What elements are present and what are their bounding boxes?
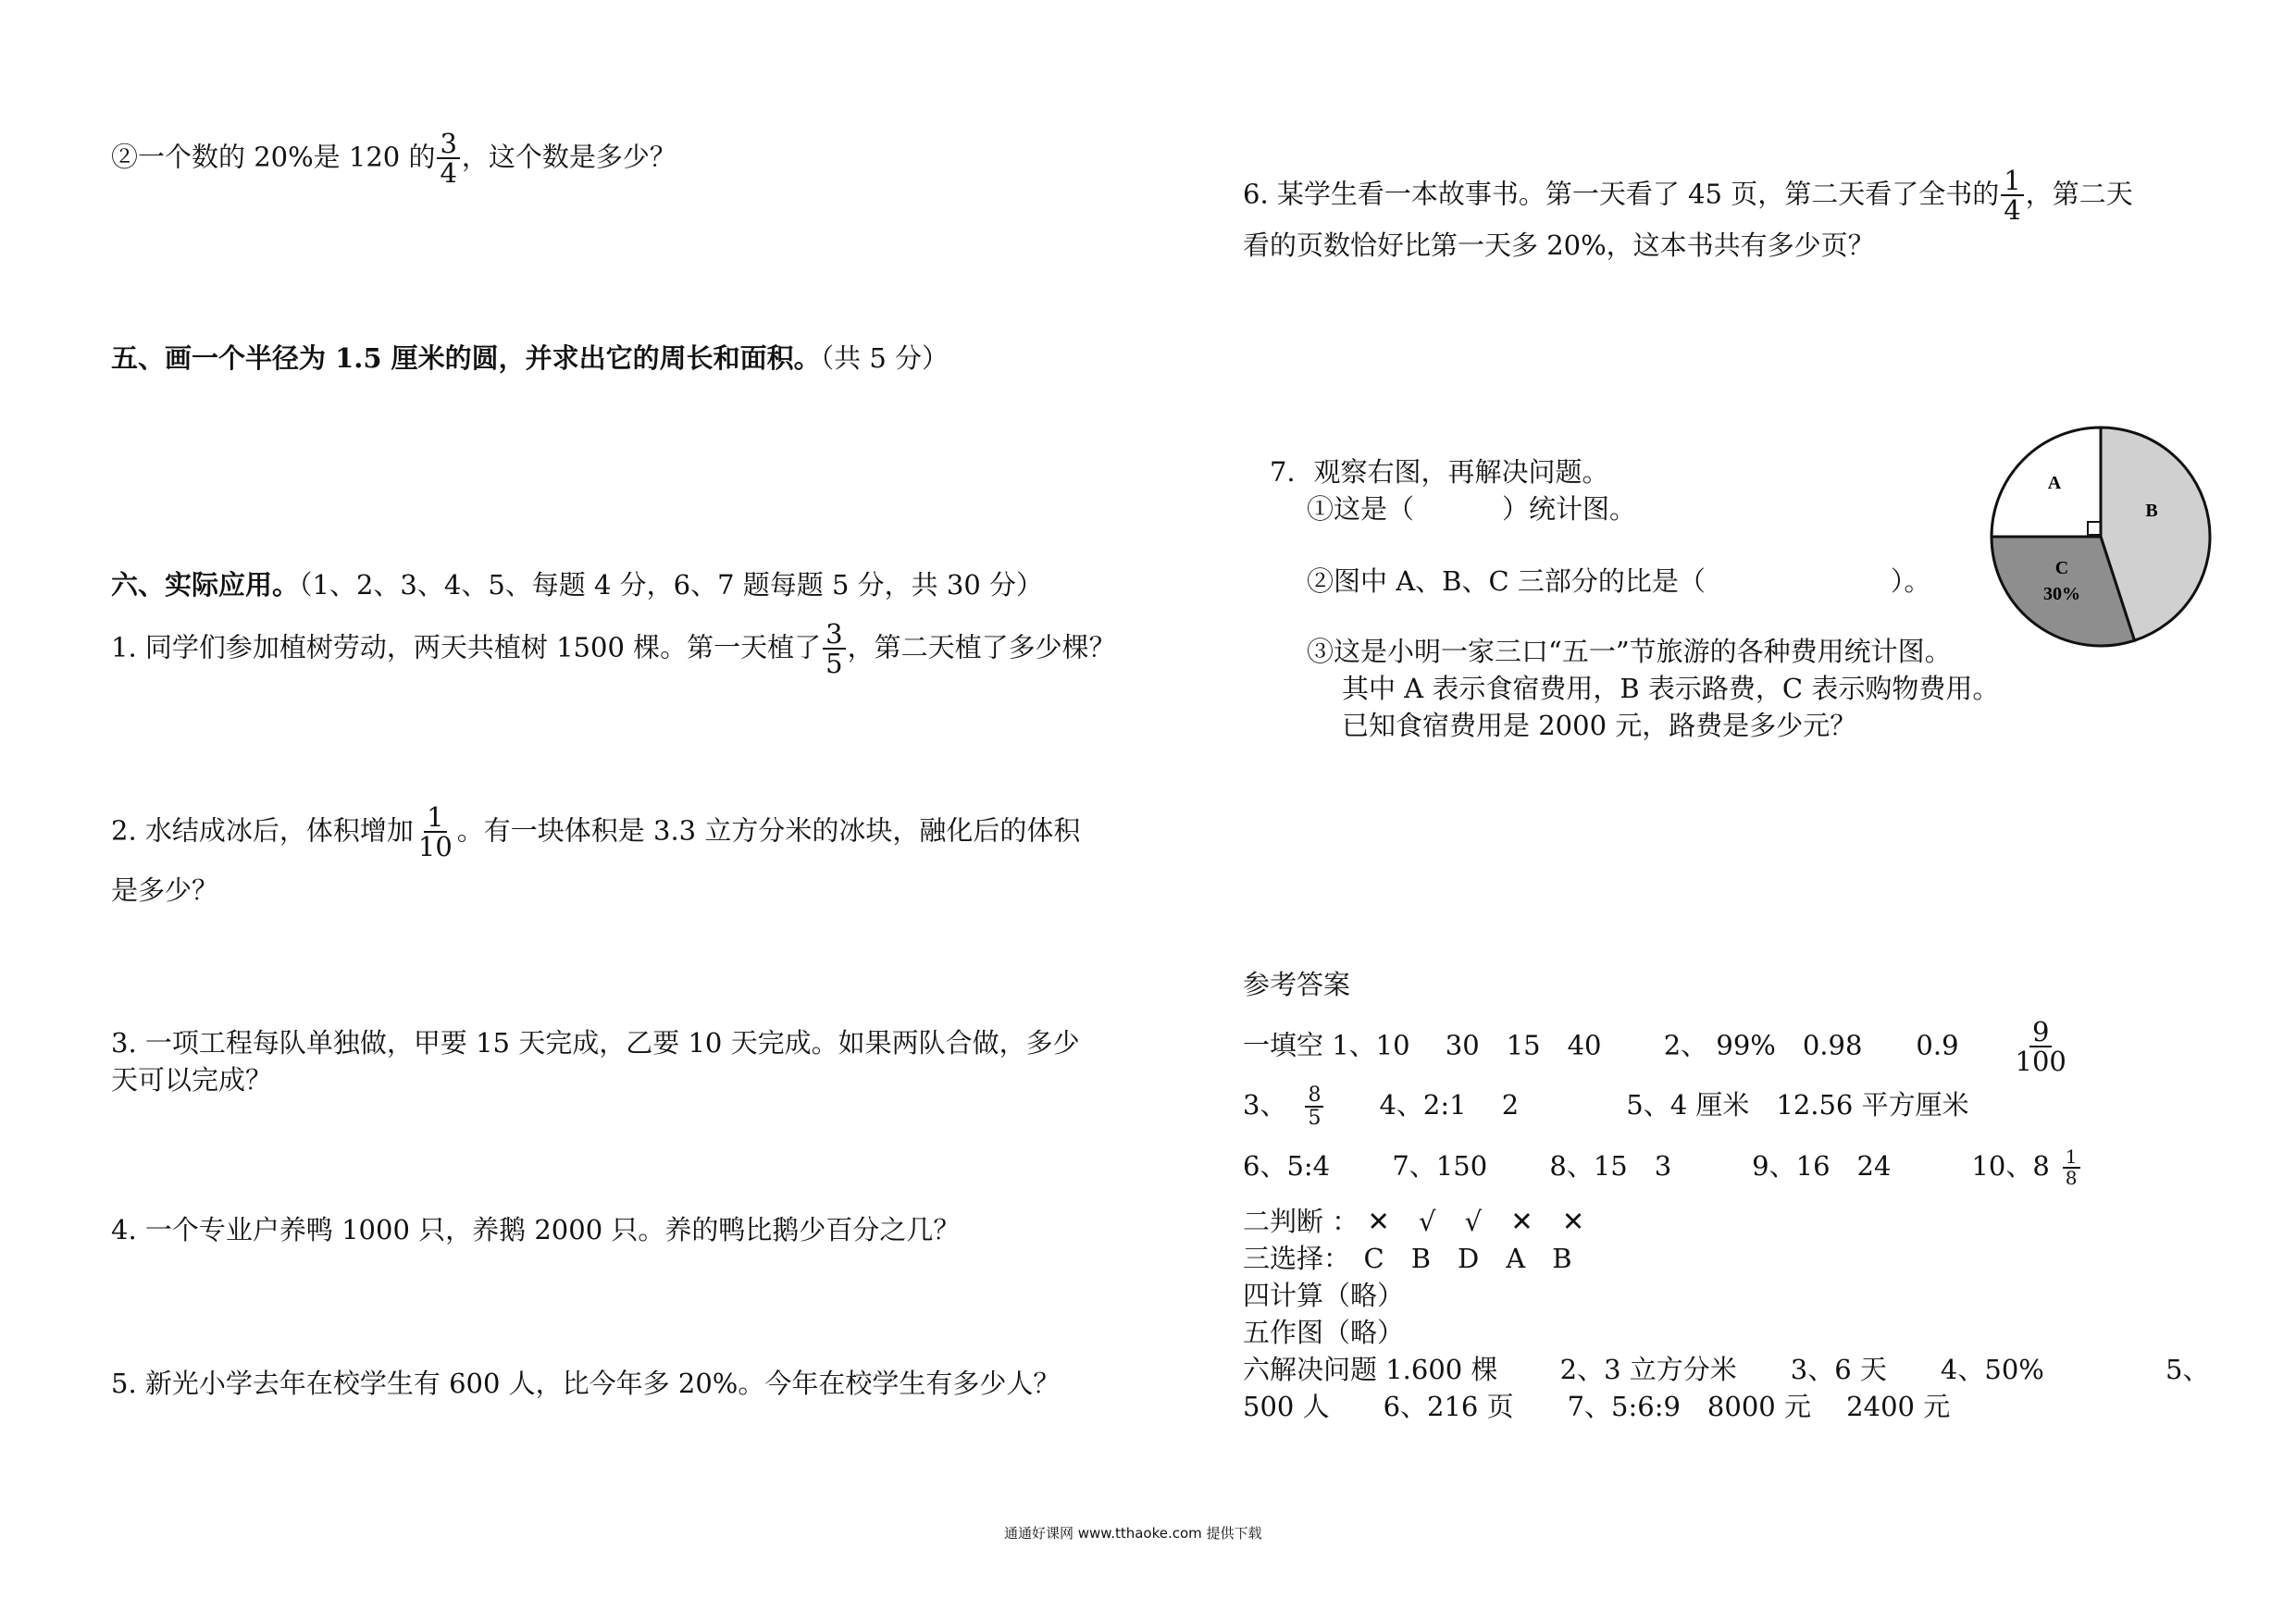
pie-label-b: B [2145, 501, 2158, 521]
pie-label-a: A [2047, 473, 2062, 493]
question-6-5: 5. 新光小学去年在校学生有 600 人，比今年多 20%。今年在校学生有多少人？ [111, 1368, 1061, 1399]
answers-line-2: 3、 $\frac{8}{5}$ 4、2:1 2 5、4 厘米 12.56 平方厘米 [1243, 1084, 1969, 1131]
question-6-2: 2. 水结成冰后，体积增加 $\frac{1}{10}$ 。有一块体积是 3.3 立方分米的冰块，融化后的体积 [111, 801, 1081, 863]
answers-apply-line1: 六解决问题 1.600 棵 2、3 立方分米 3、6 天 4、50% [1243, 1354, 2044, 1385]
answers-draw: 五作图（略） [1243, 1317, 1405, 1348]
answers-title: 参考答案 [1243, 969, 1351, 1000]
question-6-7-part2: ②图中 A、B、C 三部分的比是（ ）。 [1307, 565, 1931, 597]
question-6-6: 6. 某学生看一本故事书。第一天看了 45 页，第二天看了全书的 $\frac{1}{4}$ ，第二天 [1243, 165, 2133, 227]
question-6-4: 4. 一个专业户养鸭 1000 只，养鹅 2000 只。养的鸭比鹅少百分之几？ [111, 1214, 961, 1245]
fraction-one-quarter: $\frac{1}{4}$ [2001, 167, 2023, 225]
question-6-1: 1. 同学们参加植树劳动，两天共植树 1500 棵。第一天植了 $\frac{3}{5}$ ，第二天植了多少棵？ [111, 618, 1116, 680]
question-6-2-line2: 是多少？ [111, 874, 219, 906]
section-5-heading: 五、画一个半径为 1.5 厘米的圆，并求出它的周长和面积。（共 5 分） [111, 342, 949, 374]
question-6-7-part1: ①这是（ ）统计图。 [1307, 493, 1637, 525]
answers-calc: 四计算（略） [1243, 1280, 1405, 1311]
judge-mark-1: ✕ [1367, 1206, 1390, 1237]
answer-fraction-9-100: $\frac{9}{100}$ [2015, 1016, 2066, 1078]
judge-mark-2: √ [1418, 1206, 1436, 1237]
fraction-three-quarters: $\frac{3}{4}$ [437, 130, 459, 188]
question-6-3: 3. 一项工程每队单独做，甲要 15 天完成，乙要 10 天完成。如果两队合做，多少 [111, 1027, 1080, 1059]
judge-mark-3: √ [1464, 1206, 1483, 1237]
question-6-7-part3-line3: 已知食宿费用是 2000 元，路费是多少元？ [1342, 710, 1857, 741]
answers-judge: 二判断 ： ✕ √ √ ✕ ✕ [1243, 1206, 1585, 1237]
page-footer: 通通好课网 www.tthaoke.com 提供下载 [1004, 1525, 1262, 1542]
pie-slice-a [1992, 427, 2101, 537]
pie-chart [1980, 416, 2221, 657]
answers-line-1: 一填空 1、10 30 15 40 2、 99% 0.98 0.9 $\frac{9}{100}$ [1243, 1018, 2071, 1076]
fraction-one-tenth: $\frac{1}{10}$ [417, 801, 453, 863]
pie-label-c: C [2054, 558, 2069, 578]
question-6-7-title: 7．观察右图，再解决问题。 [1270, 456, 1609, 488]
answers-apply-line1-tail: 5、 [2166, 1354, 2210, 1385]
fraction-three-fifths: $\frac{3}{5}$ [823, 620, 845, 678]
question-6-6-line2: 看的页数恰好比第一天多 20%，这本书共有多少页？ [1243, 229, 1875, 261]
question-6-7-part3-line1: ③这是小明一家三口“五一”节旅游的各种费用统计图。 [1307, 636, 1952, 667]
answers-apply-line2: 500 人 6、216 页 7、5:6:9 8000 元 2400 元 [1243, 1391, 1951, 1422]
question-6-7-part3-line2: 其中 A 表示食宿费用，B 表示路费，C 表示购物费用。 [1342, 673, 2000, 704]
judge-mark-4: ✕ [1510, 1206, 1533, 1237]
answers-line-3: 6、5:4 7、150 8、15 3 9、16 24 10、8 $\frac{1}{8}$ [1243, 1147, 2082, 1188]
answers-choice: 三选择： C B D A B [1243, 1243, 1572, 1274]
section-6-heading: 六、实际应用。（1、2、3、4、5、每题 4 分，6、7 题每题 5 分，共 30 分） [111, 569, 1044, 601]
question-4-2: ②一个数的 20%是 120 的 $\frac{3}{4}$ ，这个数是多少？ [111, 128, 676, 190]
question-6-3-line2: 天可以完成？ [111, 1064, 273, 1096]
answer-fraction-8-5: $\frac{8}{5}$ [1305, 1084, 1323, 1129]
judge-mark-5: ✕ [1561, 1206, 1585, 1237]
answer-fraction-1-8: $\frac{1}{8}$ [2063, 1147, 2080, 1188]
pie-label-c-percent: 30% [2043, 584, 2080, 604]
